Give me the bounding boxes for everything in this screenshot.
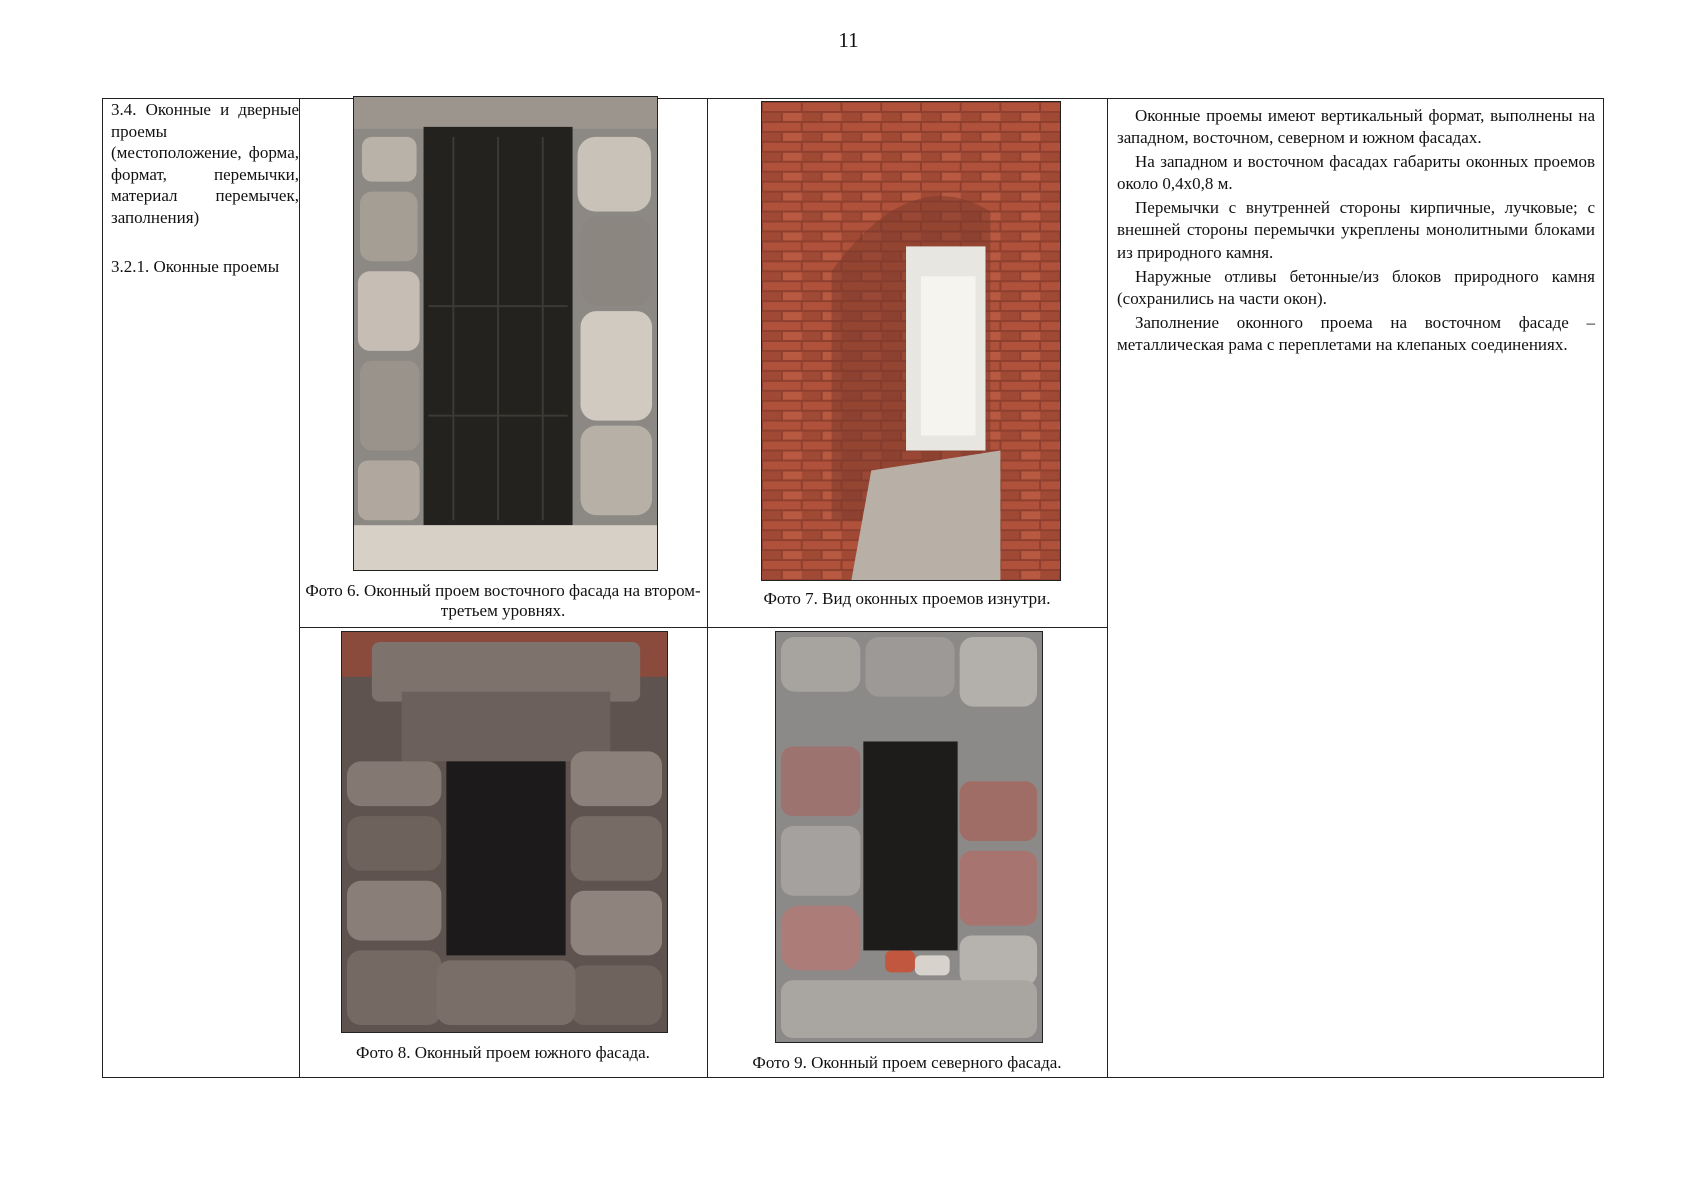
photo-6-caption: Фото 6. Оконный проем восточного фасада на втором-третьем уровнях. [305, 581, 701, 621]
description-cell [1117, 105, 1595, 358]
row-divider [299, 627, 1107, 628]
section-label: 3.4. Оконные и дверные проемы (местоположение, форма, формат, перемычки, материал перемычек, заполнения) [111, 100, 299, 227]
description-paragraph: Заполнение оконного проема на восточном фасаде – металлическая рама с переплетами на клепаных соединениях. [1117, 312, 1595, 354]
photo-9-caption: Фото 9. Оконный проем северного фасада. [752, 1053, 1062, 1072]
subsection-label: 3.2.1. Оконные проемы [111, 257, 280, 277]
description-paragraph: На западном и восточном фасадах габариты оконных проемов около 0,4х0,8 м. [1117, 152, 1595, 194]
description-paragraph: Перемычки с внутренней стороны кирпичные, лучковые; с внешней стороны перемычки укреплены монолитными блоками из природного камня. [1117, 198, 1595, 262]
photo-7-caption: Фото 7. Вид оконных проемов изнутри. [763, 589, 1051, 608]
row-label-cell [111, 99, 299, 278]
photo-window-interior [761, 101, 1061, 581]
description-paragraph: Наружные отливы бетонные/из блоков природного камня (сохранились на части окон). [1117, 266, 1595, 308]
photo-8-caption: Фото 8. Оконный проем южного фасада. [356, 1043, 650, 1062]
column-divider-2 [707, 99, 708, 1077]
description-paragraph: Оконные проемы имеют вертикальный формат, выполнены на западном, восточном, северном и южном фасадах. [1117, 106, 1595, 148]
photo-south-facade-window [341, 631, 668, 1033]
main-table [102, 98, 1604, 1078]
page-number: 11 [838, 28, 859, 52]
column-divider-3 [1107, 99, 1108, 1077]
photo-north-facade-window [775, 631, 1043, 1043]
column-divider-1 [299, 99, 300, 1077]
photo-east-facade-window [353, 96, 658, 571]
